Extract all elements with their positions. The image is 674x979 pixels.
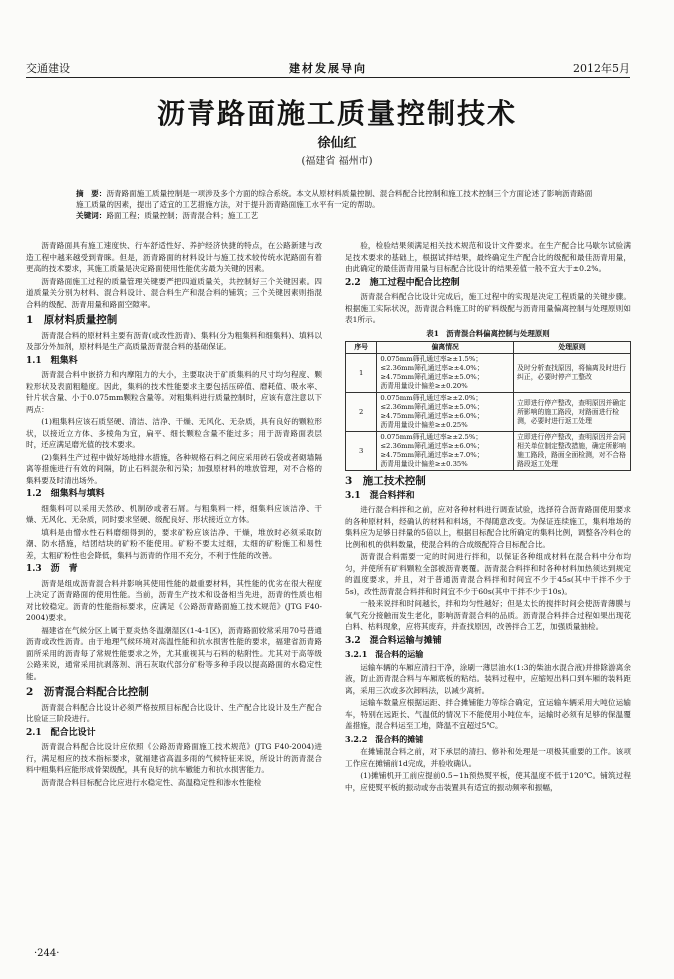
body-paragraph: 沥青混合料配合比设计完成后，施工过程中的实现是决定工程质量的关键步骤。根据施工实际状况，沥青混合料施工时的矿料级配与沥青用量偏离控制与处理原则如表1所示。 <box>345 292 631 324</box>
body-paragraph: 沥青混合料需要一定的时间进行拌和，以保证各种组成材料在混合料中分布均匀，并使所有矿料颗粒全部被沥青裹覆。沥青混合料拌和时各种材料加热须达到规定的温度要求，并且，对于普通沥青混合料拌和时间宜不少于45s(其中干拌不少于5s)，改性沥青混合料拌和时间宜不少于60s(其中干拌不少于10s)。 <box>345 552 631 596</box>
body-paragraph: 细集料可以采用天然砂、机制砂或者石屑。与粗集料一样，细集料应该洁净、干燥、无风化、无杂质，同时要求坚硬、级配良好、形状接近立方体。 <box>26 503 322 524</box>
row-number: 1 <box>346 354 377 393</box>
abstract <box>76 188 596 210</box>
header-journal-section: 交通建设 <box>26 62 70 75</box>
right-column <box>345 240 631 794</box>
header-issue-date: 2012年5月 <box>573 62 630 75</box>
running-header <box>26 60 630 76</box>
body-paragraph: 福建省在气候分区上属于夏炎热冬温潮湿区(1-4-1区)，沥青路面较常采用70号普通沥青或改性沥青。由于地理气候环境对高温性能和抗水损害性能的要求，福建省沥青路面所采用的沥青每了常规性能要求之外，尤其重视其与石料的粘附性。尤其对于高等级公路来说，通常采用抗剥落剂、消石灰取代部分矿粉等多种手段以提高路面的水稳定性能。 <box>26 625 322 681</box>
body-paragraph: 验，检验结果须满足相关技术规范和设计文件要求。在生产配合比马歇尔试验满足技术要求的基础上，根据试拌结果，最终确定生产配合比的级配和最佳沥青用量，由此确定的最佳沥青用量与目标配合比设计的结果差值一般不宜大于±0.2%。 <box>345 241 631 273</box>
row-number: 2 <box>346 393 377 432</box>
abstract-block <box>76 188 596 221</box>
body-paragraph: (1)摊铺机开工前应提前0.5~1h预热熨平板，使其温度不低于120℃。铺筑过程中，应使熨平板的振动或夯击装置具有适宜的振动频率和振幅， <box>345 771 631 792</box>
subsection-heading: 2.2 施工过程中配合比控制 <box>345 277 460 288</box>
article-title: 沥青路面施工质量控制技术 <box>156 97 517 130</box>
handling-principle: 及时分析查找原因，将偏离及时进行纠正，必要时停产工整改 <box>514 354 631 393</box>
subsection-heading: 1.2 细集料与填料 <box>26 489 105 499</box>
subsection-heading: 2.1 配合比设计 <box>26 727 96 738</box>
subsection-heading: 1.1 粗集料 <box>26 355 78 366</box>
body-paragraph: 沥青混合料中嵌挤力和内摩阻力的大小，主要取决于矿质集料的尺寸均匀程度、颗粒形状及表面粗糙度。因此，集料的技术性能要求主要包括压碎值、磨耗值、吸水率、针片状含量、小于0.075mm颗粒含量等。对粗集料进行质量控制时，应该有意注意以下两点： <box>26 370 322 414</box>
handling-principle: 立即进行停产整改，查明原因并确定所影响的施工路段，对路面进行检测，必要时进行返工处理 <box>514 393 631 432</box>
keywords-text: 路面工程；质量控制；沥青混合料；施工工艺 <box>106 211 259 220</box>
header-rule <box>26 77 630 78</box>
subsection-heading: 3.2 混合料运输与摊铺 <box>345 635 442 646</box>
condition-line: 沥青用量设计偏差≥±0.35% <box>380 460 468 468</box>
section-heading: 1 原材料质量控制 <box>26 314 118 326</box>
table-header-cell: 序号 <box>346 342 377 354</box>
intro-paragraph: 沥青路面具有施工速度快、行车舒适性好、养护经济快捷的特点，在公路新建与改造工程中越来越受到青睐。但是，沥青路面的材料设计与施工技术较传统水泥路面有着更高的技术要求，其施工质量是决定路面使用性能优劣最为关键的因素。 <box>26 241 322 273</box>
author-affiliation: (福建省 福州市) <box>301 156 373 167</box>
author-name: 徐仙红 <box>317 136 357 151</box>
table-header-cell: 偏离情况 <box>377 342 514 354</box>
handling-principle: 立即进行停产整改，查明原因并会同相关单位制定整改措施，确定所影响施工路段，路面全面检测，对不合格路段返工处理 <box>514 432 631 471</box>
page-number: ·244· <box>34 948 60 959</box>
intro-paragraph: 沥青路面施工过程的质量管理关键要严把四道质量关，共控制好三个关键因素。四道质量关分别为材料、混合料设计、混合料生产和混合料的铺筑；三个关键因素则指混合料的级配、沥青用量和路面空隙率。 <box>26 276 322 309</box>
body-paragraph: 填料是由憎水性石料磨细得到的，要求矿粉应该洁净、干燥，堆放时必须采取防潮、防水措施，结团结块的矿粉不能使用。矿粉不要太过细，太细的矿粉施工和易性差，太粗矿粉性也会降低，集料与沥青的作用不充分，不利于性能的改善。 <box>26 527 322 560</box>
body-paragraph: 沥青是组成沥青混合料并影响其使用性能的最重要材料，其性能的优劣在很大程度上决定了沥青路面的使用性能。当前，沥青生产技术和设备相当先进，沥青的性质也相对比较稳定。沥青的性能指标要求，应满足《公路沥青路面施工技术规范》(JTG F40-2004)要求。 <box>26 578 322 622</box>
condition-line: ≥4.75mm筛孔通过率≥±7.0%； <box>380 451 484 459</box>
condition-line: ≥4.75mm筛孔通过率≥±5.0%； <box>380 373 484 381</box>
section-heading: 3 施工技术控制 <box>345 475 426 487</box>
condition-line: ≤2.36mm筛孔通过率≥±6.0%； <box>380 442 484 450</box>
abstract-text: 沥青路面施工质量控制是一项涉及多个方面的综合系统。本文从原材料质量控制、混合料配合比控制和施工技术控制三个方面论述了影响沥青路面施工质量的因素，提出了适宜的工艺措施方法，对于提升沥青路面施工水平有一定的帮助。 <box>76 189 593 209</box>
body-paragraph: (2)集料生产过程中做好场地排水措施，各种规格石料之间应采用砖石袋或者砌墙隔离等措施进行有效的间隔，防止石料混杂和污染；加强原材料的堆放管理，对不合格的集料要及时清出场外。 <box>26 452 322 485</box>
body-paragraph: 沥青混合料配合比设计必须严格按照目标配合比设计、生产配合比设计及生产配合比验证三阶段进行。 <box>26 702 322 723</box>
section-heading: 2 沥青混合料配合比控制 <box>26 686 149 698</box>
condition-line: 0.075mm筛孔通过率≥±1.5%； <box>380 355 483 363</box>
table-row <box>346 432 631 471</box>
header-journal-name: 建材发展导向 <box>289 62 367 75</box>
subsection-heading: 3.1 混合料拌和 <box>345 490 415 501</box>
subsubsection-heading: 3.2.2 混合料的摊铺 <box>345 733 424 744</box>
condition-line: ≤2.36mm筛孔通过率≥±5.0%； <box>380 403 484 411</box>
table-header-cell: 处理原则 <box>514 342 631 354</box>
condition-line: ≤2.36mm筛孔通过率≥±4.0%； <box>380 364 484 372</box>
table-row <box>346 354 631 393</box>
body-paragraph: 沥青混合料配合比设计应依照《公路沥青路面施工技术规范》(JTG F40-2004)进行，满足相应的技术指标要求，就福建省高温多雨的气候特征来说，所设计的沥青混合料中粗集料应能形成骨架级配，具有良好的抗车辙能力和抗水损害能力。 <box>26 742 322 774</box>
subsubsection-heading: 3.2.1 混合料的运输 <box>345 649 424 659</box>
deviation-conditions <box>377 393 514 432</box>
condition-line: ≥4.75mm筛孔通过率≥±6.0%； <box>380 412 484 420</box>
body-paragraph: 在摊铺混合料之前，对下承层的清扫、修补和处理是一项极其重要的工作。该项工作应在摊铺前1d完成，并验收确认。 <box>345 747 631 768</box>
table-row <box>346 393 631 432</box>
subsection-heading: 1.3 沥 青 <box>26 564 78 574</box>
body-paragraph: 沥青混合料目标配合比应进行水稳定性、高温稳定性和渗水性能检 <box>41 777 262 787</box>
condition-line: 0.075mm筛孔通过率≥±2.5%； <box>380 433 483 441</box>
deviation-table <box>345 341 631 471</box>
table-caption: 表1 沥青混合料偏离控制与处理原则 <box>426 328 550 338</box>
deviation-conditions <box>377 432 514 471</box>
body-paragraph: 沥青混合料的原材料主要有沥青(或改性沥青)、集料(分为粗集料和细集料)、填料以及部分外加剂，原材料是生产高质量沥青混合料的基础保证。 <box>26 330 322 351</box>
condition-line: 0.075mm筛孔通过率≥±2.0%； <box>380 394 483 402</box>
condition-line: 沥青用量设计偏差≥±0.20% <box>380 382 468 390</box>
abstract-label: 摘 要： <box>76 189 107 198</box>
left-column <box>26 240 322 789</box>
deviation-conditions <box>377 354 514 393</box>
condition-line: 沥青用量设计偏差≥±0.25% <box>380 421 468 429</box>
keywords <box>76 210 596 221</box>
body-paragraph: 进行混合料拌和之前，应对各种材料进行调查试验，选择符合沥青路面使用要求的各种原材料，经确认的材料和料场，不得随意改变。为保证连续施工，集料堆场的集料应为足够日拌量的5倍以上，根据目标配合比所确定的集料比例，调整各冷料仓的比例和机的供料数量，使混合料的合成级配符合目标配合比。 <box>345 505 631 549</box>
row-number: 3 <box>346 432 377 471</box>
keywords-label: 关键词： <box>76 211 107 220</box>
body-paragraph: 运输车数量应根据运距、拌合摊铺能力等综合确定，宜运输车辆采用大吨位运输车，特别在远距长、气温低的情况下不能使用小吨位车，运输时必须有足够的保温覆盖措施，混合料运至工地，降温不宜超过5℃。 <box>345 698 631 730</box>
body-paragraph: 一般来说拌和时间越长，拌和均匀性越好；但是太长的搅拌时间会使沥青薄膜与氧气充分接触而发生老化，影响沥青混合料的品质。沥青混合料拌合过程如果出现花白料、枯料现象，应将其废弃，并查找原因，改善拌合工艺，加强质量抽检。 <box>345 599 631 631</box>
body-paragraph: (1)粗集料应该石质坚硬、清洁、洁净、干燥、无风化、无杂质，具有良好的颗粒形状，以接近立方体、多棱角为宜，扁平、细长颗粒含量不能过多；用于沥青路面表层时，还应满足磨光值的技术要求。 <box>26 417 322 449</box>
table-header-row <box>346 342 631 354</box>
body-paragraph: 运输车辆的车厢应清扫干净，涂刷一薄层油水(1:3的柴油水混合液)并排除游离余液，防止沥青混合料与车厢底板的粘结。装料过程中，应缩短出料口到车厢的装料距离，采用三次或多次卸料法，以减少离析。 <box>345 662 631 695</box>
